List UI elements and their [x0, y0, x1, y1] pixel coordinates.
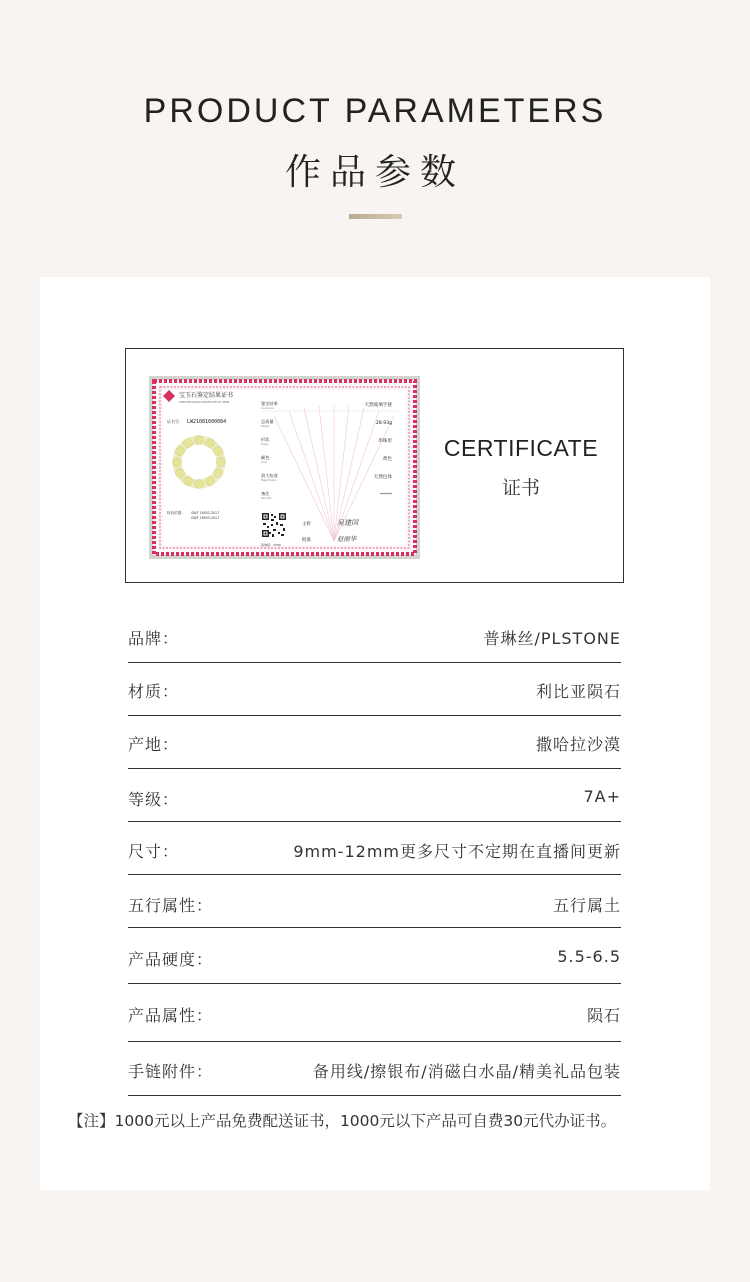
- parameter-value: 利比亚陨石: [535, 682, 621, 701]
- parameter-value: 撒哈拉沙漠: [535, 735, 621, 754]
- cert-row-value: 天然包体: [373, 475, 392, 480]
- parameter-value: 陨石: [586, 1006, 621, 1025]
- parameter-key: 手链附件：: [128, 1062, 214, 1081]
- parameter-value: 普琳丝/PLSTONE: [483, 629, 621, 648]
- cert-footer-no: 查询码：7700: [261, 543, 281, 547]
- certificate-box: [125, 348, 624, 583]
- parameter-key: 产品属性：: [128, 1006, 214, 1025]
- parameter-list: [128, 610, 621, 1096]
- cert-row-value: 天然玻璃手链: [364, 403, 392, 408]
- parameter-value: 备用线/擦银布/消磁白水晶/精美礼品包装: [312, 1062, 621, 1081]
- cert-standard-label: 检验依据：: [167, 511, 185, 515]
- parameter-value: 5.5-6.5: [557, 947, 621, 966]
- cert-approver-label: 批准: [302, 538, 311, 543]
- parameter-row-five-elements: [128, 875, 621, 928]
- certificate-note: 【注】1000元以上产品免费配送证书，1000元以下产品可自费30元代办证书。: [68, 1112, 617, 1130]
- parameter-value: 9mm-12mm更多尺寸不定期在直播间更新: [293, 842, 621, 861]
- cert-row-value: 黄色: [382, 457, 392, 462]
- cert-doc-title: 宝玉石鉴定结果证书: [179, 392, 234, 399]
- parameter-row-hardness: [128, 928, 621, 984]
- parameter-row-grade: [128, 769, 621, 822]
- cert-row-label: 鉴定结果: [261, 401, 278, 406]
- certificate-label-chinese: 证书: [501, 477, 540, 499]
- parameter-key: 产品硬度：: [128, 950, 214, 969]
- cert-row-label: 形状: [261, 437, 270, 442]
- page-header: [0, 0, 750, 277]
- qr-code: [261, 512, 287, 538]
- cert-inspector-signature: 吴建国: [337, 519, 358, 527]
- cert-row-sub: Weight: [261, 425, 270, 428]
- title-chinese: 作品参数: [284, 152, 465, 193]
- cert-row-value: 串珠形: [378, 439, 392, 444]
- parameter-key: 材质：: [128, 682, 180, 701]
- cert-row-label: 放大检查: [261, 473, 278, 478]
- title-accent-bar: [349, 214, 402, 219]
- cert-row-value: ******: [380, 492, 392, 497]
- cert-row-sub: Remarks: [261, 497, 272, 500]
- cert-row-label: 备注: [261, 491, 270, 496]
- cert-row-sub: Color: [261, 461, 268, 464]
- certificate-label-english: CERTIFICATE: [443, 435, 599, 461]
- parameter-key: 尺寸：: [128, 842, 180, 861]
- cert-row-value: 28.93g: [375, 421, 392, 426]
- certificate-image: [149, 376, 420, 559]
- parameter-key: 品牌：: [128, 629, 180, 648]
- title-english: PRODUCT PARAMETERS: [143, 92, 607, 130]
- parameter-key: 等级：: [128, 790, 180, 809]
- cert-row-sub: Shape: [261, 443, 269, 446]
- cert-number-label: 证书号：: [167, 419, 183, 424]
- parameter-key: 产地：: [128, 735, 180, 754]
- cert-row-sub: Magnification: [261, 479, 278, 482]
- cert-standard-1: GB/T 16552-2017: [191, 511, 220, 515]
- cert-standard-2: GB/T 16553-2017: [191, 516, 220, 520]
- parameter-value: 五行属土: [552, 896, 621, 915]
- cert-row-label: 颜色: [261, 455, 270, 460]
- cert-inspector-label: 主检: [302, 522, 311, 527]
- parameter-key: 五行属性：: [128, 896, 214, 915]
- parameter-row-size: [128, 822, 621, 875]
- parameter-row-accessories: [128, 1042, 621, 1096]
- parameter-row-origin: [128, 716, 621, 769]
- parameter-value: 7A+: [583, 787, 621, 806]
- parameter-row-material: [128, 663, 621, 716]
- cert-doc-subtitle: IDENTIFICATION CERTIFICATE OF GEMS: [179, 401, 230, 404]
- parameters-card: [40, 277, 710, 1190]
- cert-approver-signature: 赵丽华: [337, 535, 357, 543]
- cert-row-sub: Conclusion: [261, 407, 275, 410]
- parameter-row-attribute: [128, 984, 621, 1042]
- parameter-row-brand: [128, 610, 621, 663]
- cert-row-label: 总质量: [261, 419, 274, 424]
- cert-number: LW21081600084: [187, 419, 227, 425]
